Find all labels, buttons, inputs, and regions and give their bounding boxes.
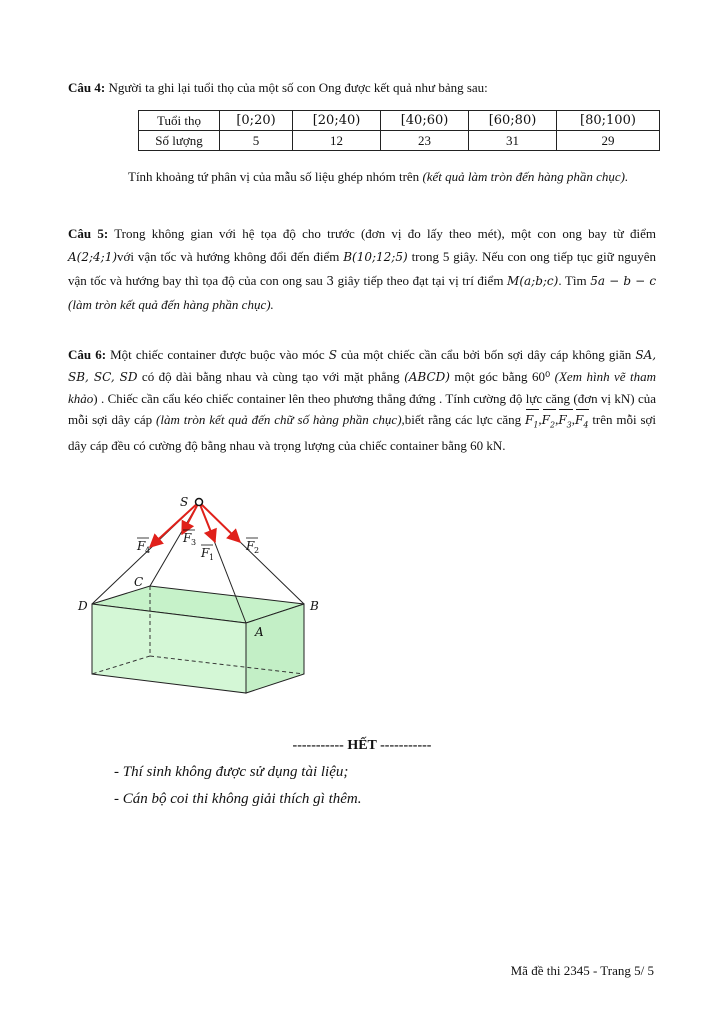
q6-text-6: biết rằng các lực căng xyxy=(404,412,522,427)
q5-text-3: trong 5 giây. Nếu con ong tiếp tục giữ nguyên vận tốc và hướng bay thì tọa độ của con ong sau xyxy=(68,249,656,288)
table-cell: [80;100) xyxy=(556,111,659,131)
svg-text:F: F xyxy=(201,546,210,560)
exam-note-1: - Thí sinh không được sử dụng tài liệu; xyxy=(114,764,349,780)
q4-label: Câu 4: xyxy=(68,80,106,95)
container-crane-figure xyxy=(70,490,340,700)
q5-note: (làm tròn kết quả đến hàng phần chục). xyxy=(68,297,274,312)
force-label-f3 xyxy=(182,530,196,547)
force-arrow-f2 xyxy=(199,502,240,542)
svg-text:1: 1 xyxy=(209,553,215,562)
force-vector: $F_2$ xyxy=(542,410,555,435)
q5-seconds: 3 xyxy=(326,274,334,288)
label-a: A xyxy=(255,625,264,639)
force-label-f2 xyxy=(245,538,259,555)
table-cell: 31 xyxy=(469,131,557,151)
q5-point-a: A(2;4;1) xyxy=(68,250,118,264)
label-b: B xyxy=(310,599,319,613)
table-cell: 5 xyxy=(220,131,293,151)
q5-expression: 5a − b − c xyxy=(590,274,657,288)
q4-task-text: Tính khoảng tứ phân vị của mẫu số liệu ghép nhóm trên xyxy=(128,169,420,184)
table-cell: 12 xyxy=(293,131,381,151)
q6-text-5: ) . Chiếc cần cẩu kéo chiếc container lên theo phương thẳng đứng . Tính cường độ lực căng (đơn vị kN) của mỗi sợi dây cáp xyxy=(68,391,656,427)
svg-text:4: 4 xyxy=(145,546,151,555)
force-vector: $F_4$ xyxy=(575,410,588,435)
exam-note-2: - Cán bộ coi thi không giải thích gì thêm. xyxy=(114,791,362,807)
q6-text-7: trên mỗi sợi dây cáp đều có cường độ bằng nhau và trọng lượng của chiếc container bằng 60 kN. xyxy=(68,412,657,454)
q6-angle: 60⁰ xyxy=(531,369,551,384)
lifespan-table xyxy=(138,110,660,151)
q5-point-m: M(a;b;c) xyxy=(507,274,559,288)
question-5 xyxy=(68,222,656,316)
q6-plane: (ABCD) xyxy=(404,370,450,384)
end-marker: ----------- HẾT ----------- xyxy=(292,738,432,753)
q6-text-4: một góc bằng xyxy=(454,369,528,384)
q5-text-2: với vận tốc và hướng không đổi đến điểm xyxy=(117,249,340,264)
q6-see-figure: (Xem hình vẽ tham khảo xyxy=(68,369,657,406)
svg-text:F: F xyxy=(246,539,255,553)
q5-text-4: giây tiếp theo đạt tại vị trí điểm xyxy=(337,273,504,288)
q4-intro: Người ta ghi lại tuổi thọ của một số con Ong được kết quả như bảng sau: xyxy=(108,80,488,95)
q4-task xyxy=(128,166,656,187)
page-footer: Mã đề thi 2345 - Trang 5/ 5 xyxy=(510,963,654,978)
svg-text:2: 2 xyxy=(254,546,260,555)
force-label-f1 xyxy=(200,545,214,562)
q6-text-1: Một chiếc container được buộc vào móc xyxy=(110,347,325,362)
table-cell: [20;40) xyxy=(293,111,381,131)
force-arrow-f1 xyxy=(199,502,215,542)
hook-s xyxy=(196,499,203,506)
force-vector: $F_1$ xyxy=(525,410,538,435)
force-vector: $F_3$ xyxy=(558,410,571,435)
q4-task-note: (kết quả làm tròn đến hàng phần chục). xyxy=(422,169,629,184)
q6-text-2: của một chiếc cần cẩu bởi bốn sợi dây cáp không giãn xyxy=(341,347,632,362)
q5-text-1: Trong không gian với hệ tọa độ cho trước (đơn vị đo lấy theo mét), một con ong bay từ điểm xyxy=(114,226,657,241)
svg-text:F: F xyxy=(137,539,146,553)
force-label-f4 xyxy=(136,538,150,555)
question-4 xyxy=(68,77,656,98)
q6-text-3: có độ dài bằng nhau và cùng tạo với mặt phẳng xyxy=(141,369,400,384)
table-row-counts xyxy=(139,131,660,151)
q5-text-5: . Tìm xyxy=(558,273,587,288)
svg-text:3: 3 xyxy=(191,538,197,547)
table-count-label: Số lượng xyxy=(139,131,220,151)
table-cell: [40;60) xyxy=(381,111,469,131)
table-cell: 29 xyxy=(556,131,659,151)
question-6: Câu 6: Một chiếc container được buộc vào móc S của một chiếc cần cẩu bởi bốn sợi dây cáp không giãn SA, SB, SC, SD có độ dài bằng nhau và cùng tạo với mặt phẳng (ABCD) một góc bằng 60⁰ (Xem hình vẽ tham khảo) . Chiếc cần cẩu kéo chiếc container lên theo phương thẳng đứng . Tính cường độ lực căng (đơn vị kN) của mỗi sợi dây cáp (làm tròn kết quả đến chữ số hàng phần chục),biết rằng các lực căng $F_1,F_2,F_3,F_4$ trên mỗi sợi dây cáp đều có cường độ bằng nhau và trọng lượng của chiếc container bằng 60 kN. xyxy=(68,347,657,454)
table-header-label: Tuổi thọ xyxy=(139,111,220,131)
q5-point-b: B(10;12;5) xyxy=(343,250,408,264)
label-d: D xyxy=(78,599,88,613)
label-s: S xyxy=(180,495,189,509)
table-cell: [60;80) xyxy=(469,111,557,131)
q5-label: Câu 5: xyxy=(68,226,109,241)
table-cell: [0;20) xyxy=(220,111,293,131)
q6-label: Câu 6: xyxy=(68,347,107,362)
q6-cables: SA, SB, SC, SD xyxy=(68,348,657,384)
table-cell: 23 xyxy=(381,131,469,151)
q6-rounding-note: (làm tròn kết quả đến chữ số hàng phần chục), xyxy=(156,412,405,427)
label-c: C xyxy=(134,575,144,589)
table-row-intervals xyxy=(139,111,660,131)
q6-hook-s: S xyxy=(328,348,337,362)
svg-text:F: F xyxy=(183,531,192,545)
